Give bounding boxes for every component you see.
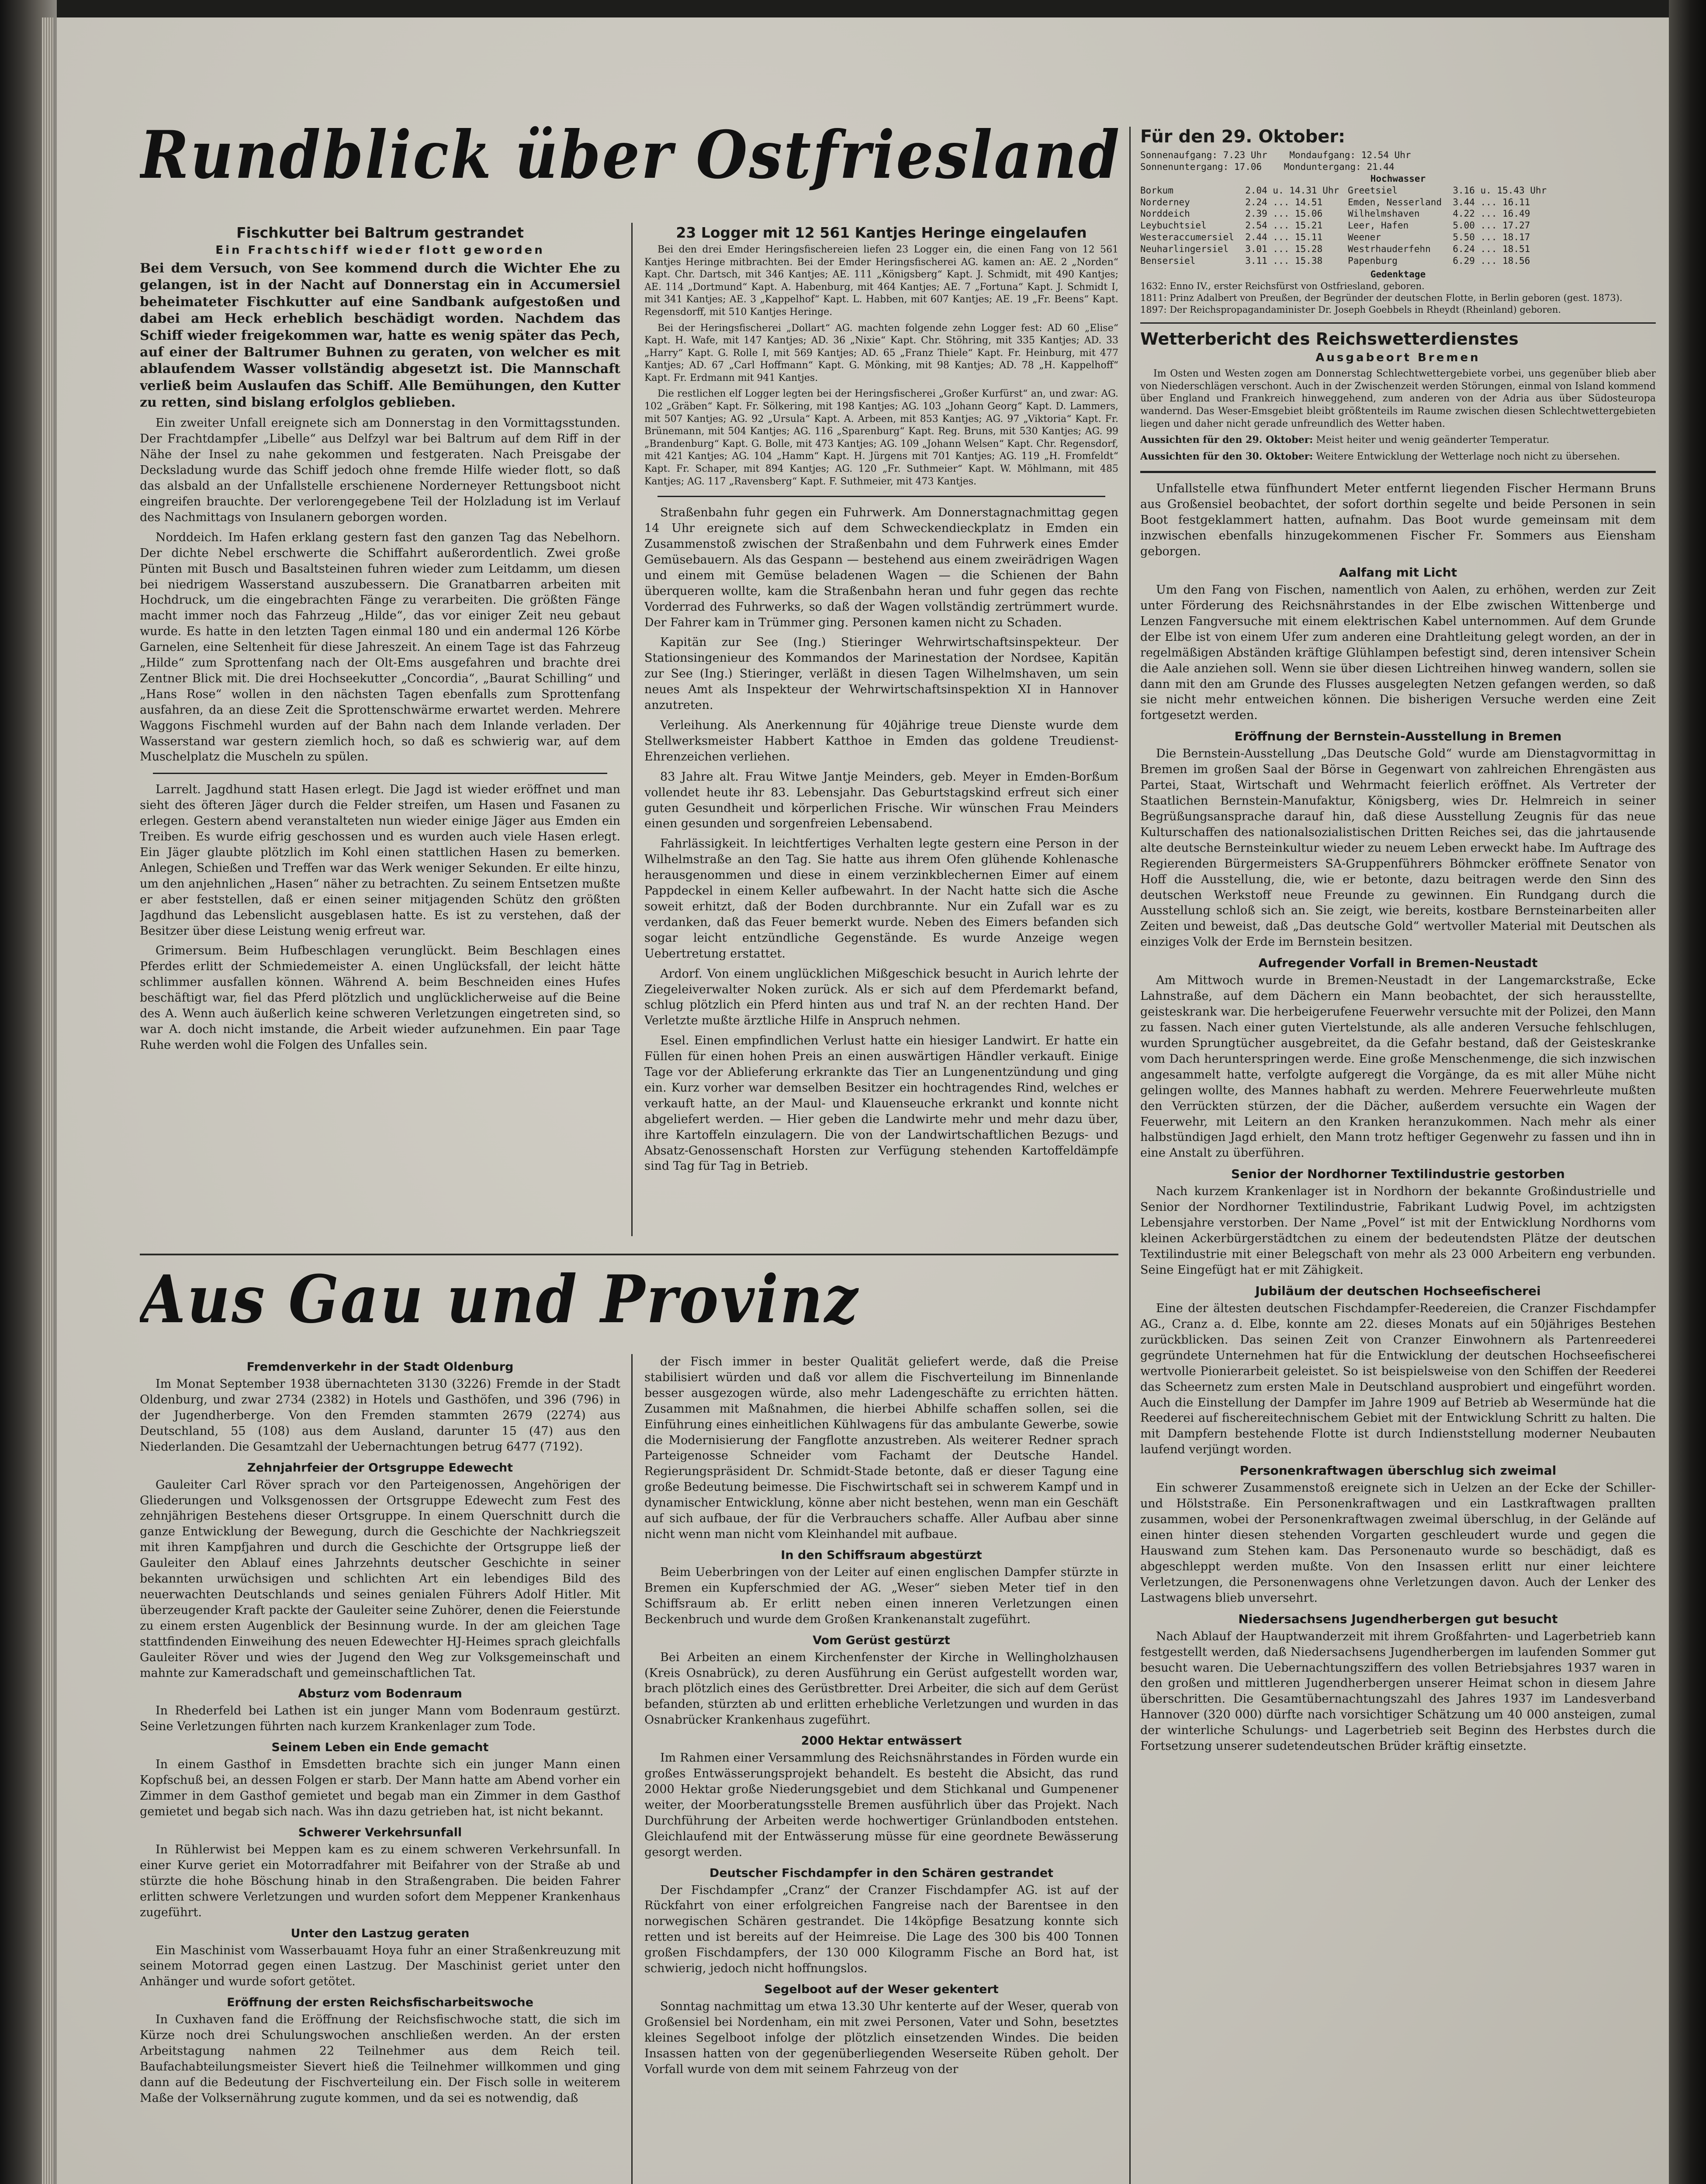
tide-time: 6.29 ... 18.56 <box>1453 255 1530 266</box>
tide-row <box>1140 243 1339 255</box>
forecast-line: Aussichten für den 29. Oktober: Meist heiter und wenig geänderter Temperatur. <box>1140 434 1550 446</box>
paragraph: 83 Jahre alt. Frau Witwe Jantje Meinders, geb. Meyer in Emden-Borßum vollendet heute ihr 83. Lebensjahr. Das Geburtstagskind erfreut sich einer guten Gesundheit und körperlichen Frische. Wir wünschen Frau Meinders einen gesunden und sorgenfreien Lebensabend. <box>644 770 1118 831</box>
weather-report-subtitle: Ausgabeort Bremen <box>1315 351 1481 365</box>
tide-place: Westeraccumersiel <box>1140 232 1246 243</box>
headline: 23 Logger mit 12 561 Kantjes Heringe eingelaufen <box>676 224 1087 241</box>
masthead-gau-provinz: Aus Gau und Provinz <box>140 1267 860 1338</box>
tide-row <box>1348 232 1547 243</box>
tide-time: 5.50 ... 18.17 <box>1453 232 1530 243</box>
tide-place: Greetsiel <box>1348 185 1453 196</box>
headline: Fremdenverkehr in der Stadt Oldenburg <box>246 1360 514 1374</box>
column-3 <box>1140 127 1656 2184</box>
subheadline: Ein Frachtschiff wieder flott geworden <box>215 243 545 257</box>
paragraph: In Rhederfeld bei Lathen ist ein junger Mann vom Bodenraum gestürzt. Seine Verletzungen führten nach kurzem Krankenlager zum Tode. <box>140 1704 620 1734</box>
paragraph: Am Mittwoch wurde in Bremen-Neustadt in der Langemarckstraße, Ecke Lahnstraße, auf dem Dächern ein Mann beobachtet, der sich herausstellte, geisteskrank war. Die herbeigerufene Feuerwehr versuchte mit der Polizei, den Mann zu fassen. Nach einer guten Viertelstunde, als alle anderen Versuche fehlschlugen, wurden Sprungtücher ausgebreitet, da die Gefahr bestand, daß der Geisteskranke vom Dach herunterspringen werde. Eine große Menschenmenge, die sich inzwischen angesammelt hatte, verfolgte aufgeregt die Vorgänge, da es mit aller Mühe nicht gelingen wollte, des Mannes habhaft zu werden. Mehrere Feuerwehrleute mußten den Verrückten stürzen, der die Dächer, außerdem versuchte ein Wagen der Feuerwehr, mit Leitern an den Kranken heranzukommen. Nach mehr als einer halbstündigen Jagd erhielt, den Mann trotz heftiger Gegenwehr zu fassen und ihn in eine Anstalt zu überführen. <box>1140 974 1656 1160</box>
tide-place: Westrhauderfehn <box>1348 244 1453 254</box>
divider <box>1140 471 1656 473</box>
tide-list-right <box>1348 185 1547 267</box>
paragraph: In Rühlerwist bei Meppen kam es zu einem schweren Verkehrsunfall. In einer Kurve geriet ein Motorradfahrer mit Beifahrer von der Straße ab und stürzte die hohe Böschung hinab in den Straßengraben. Die beiden Fahrer erlitten schwere Verletzungen und wurden sofort dem Meppener Krankenhaus zugeführt. <box>140 1842 620 1919</box>
tide-place: Emden, Nesserland <box>1348 197 1453 207</box>
paragraph: Gauleiter Carl Röver sprach vor den Parteigenossen, Angehörigen der Gliederungen und Volksgenossen der Ortsgruppe Edewecht zum Fest des zehnjährigen Bestehens dieser Ortsgruppe. In einem Querschnitt durch die ganze Entwicklung der Bewegung, durch die Geschichte der Nachkriegszeit mit ihren Kampfjahren und durch die Geschichte der Ortsgruppe ließ der Gauleiter den Ablauf eines Jahrzehnts deutscher Geschichte in seiner bekannten urwüchsigen und schlichten Art ein lebendiges Bild des neuerwachten Deutschlands und seines genialen Führers Adolf Hitler. Mit überzeugender Kraft packte der Gauleiter seine Zuhörer, denen die Feierstunde zu einem ersten Augenblick der Besinnung wurde. In der am gleichen Tage stattfindenden Einweihung des neuen Edewechter HJ-Heimes sprach gleichfalls Gauleiter Röver und wies der Jugend den Weg zur Volksgemeinschaft und mahnte zur Kameradschaft und gemeinschaftlichen Tat. <box>140 1478 620 1680</box>
column-2 <box>644 218 1118 1249</box>
headline: Niedersachsens Jugendherbergen gut besucht <box>1238 1611 1558 1626</box>
tide-place: Leer, Hafen <box>1348 220 1453 231</box>
paragraph: Fahrlässigkeit. In leichtfertiges Verhalten legte gestern eine Person in der Wilhelmstraße an den Tag. Sie hatte aus ihrem Ofen glühende Kohlenasche herausgenommen und diese in einem verzinkblechernen Eimer auf einem Pappdeckel in einem Keller aufbewahrt. In der Nacht hatte sich die Asche soweit erhitzt, daß der Boden durchbrannte. Nur ein Zufall war es zu verdanken, daß das Feuer bemerkt wurde. Neben des Eimers befanden sich sogar leicht entzündliche Gegenstände. Es wurde Anzeige wegen Uebertretung erstattet. <box>644 837 1118 961</box>
page-edges <box>42 17 53 2184</box>
paragraph: Sonntag nachmittag um etwa 13.30 Uhr kenterte auf der Weser, querab von Großensiel bei Nordenham, ein mit zwei Personen, Vater und Sohn, besetztes kleines Segelboot infolge der plötzlich einsetzenden Windes. Die beiden Insassen hatten von der gegenüberliegenden Weserseite Rüben geholt. Der Vorfall wurde von dem mit seinem Fahrzeug von der <box>644 2000 1118 2076</box>
headline: Absturz vom Bodenraum <box>298 1687 462 1701</box>
masthead-rundblick: Rundblick über Ostfriesland <box>140 122 1121 194</box>
tide-row <box>1348 185 1547 197</box>
tide-row <box>1140 208 1339 220</box>
paragraph: Eine der ältesten deutschen Fischdampfer-Reedereien, die Cranzer Fischdampfer AG., Cranz a. d. Elbe, konnte am 22. dieses Monats auf ein 50jähriges Bestehen zurückblicken. Das seinen Zeit von Cranzer Einwohnern als Partenreederei gegründete Unternehmen hat für die Entwicklung der deutschen Hochseefischerei wertvolle Pionierarbeit geleistet. So ist beispielsweise von den Schiffen der Reederei das Scheernetz zum ersten Male in Deutschland ausprobiert und eingeführt worden. Auch die Einstellung der Dampfer im Jahre 1909 auf Betrieb ab Wesermünde hat die Reederei auf fischereitechnischem Gebiet mit der Entwicklung Schritt zu halten. Die mit Dampfern bestehende Flotte ist durch Indienststellung moderner Neubauten laufend verjüngt worden. <box>1140 1302 1656 1457</box>
tide-time: 5.00 ... 17.27 <box>1453 220 1530 231</box>
tide-time: 6.24 ... 18.51 <box>1453 244 1530 254</box>
tide-place: Papenburg <box>1348 255 1453 266</box>
column-5 <box>644 1354 1118 2184</box>
book-spine <box>0 0 57 2184</box>
tide-time: 2.54 ... 15.21 <box>1245 220 1323 231</box>
headline: Eröffnung der Bernstein-Ausstellung in Bremen <box>1234 729 1562 744</box>
paragraph: Im Rahmen einer Versammlung des Reichsnährstandes in Förden wurde ein großes Entwässerungsprojekt behandelt. Es besteht die Absicht, das rund 2000 Hektar große Niederungsgebiet und dem Stichkanal und Gumpenener weiter, der Moorberatungsstelle Bremen ausführlich über das Projekt. Nach Durchführung der Arbeiten werde hochwertiger Grünlandboden entstehen. Gleichlaufend mit der Entwässerung müsse für eine geordnete Bewässerung gesorgt werden. <box>644 1751 1118 1859</box>
tide-place: Norderney <box>1140 197 1246 207</box>
section-rule <box>140 1254 1118 1255</box>
headline: Aalfang mit Licht <box>1339 565 1457 580</box>
masthead-bottom <box>140 1267 1123 1354</box>
paragraph: Bei den drei Emder Heringsfischereien liefen 23 Logger ein, die einen Fang von 12 561 Kantjes Heringe mitbrachten. Bei der Emder Heringsfischerei AG. kamen an: AE. 2 „Norden“ Kapt. Chr. Dartsch, mit 346 Kantjes; AE. 111 „Königsberg“ Kapt. J. Schmidt, mit 490 Kantjes; AE. 114 „Dortmund“ Kapt. A. Habenburg, mit 464 Kantjes; AE. 7 „Fortuna“ Kapt. J. Schmidt I, mit 341 Kantjes; AE. 3 „Kappelhof“ Kapt. L. Habben, mit 607 Kantjes; AE. 19 „Fr. Beens“ Kapt. Regensdorff, mit 510 Kantjes Heringe. <box>644 244 1118 318</box>
gedenktage-heading: Gedenktage <box>1370 269 1426 280</box>
paragraph: Die Bernstein-Ausstellung „Das Deutsche Gold“ wurde am Dienstagvormittag in Bremen im großen Saal der Börse in Gegenwart von zahlreichen Ehrengästen aus Partei, Staat, Wirtschaft und Wehrmacht feierlich eröffnet. Als Vertreter der Staatlichen Bernstein-Manufaktur, Königsberg, wies Dr. Helmreich in seiner Begrüßungsansprache darauf hin, daß diese Ausstellung Zeugnis für das neue Kulturschaffen des nationalsozialistischen Dritten Reiches sei, das die jahrtausende alte deutsche Bernsteinkultur wieder zu neuem Leben erweckt habe. Im Auftrage des Regierenden Bürgermeisters SA-Gruppenführers Böhmcker eröffnete Senator von Hoff die Ausstellung, die, wie er betonte, dazu beitragen werde den Sinn des deutschen Werkstoff neue Freunde zu gewinnen. Ein Rundgang durch die Ausstellung schloß sich an. Sie zeigt, wie bereits, kostbare Bernsteinarbeiten aller Zeiten und beweist, daß „Das deutsche Gold“ wertvoller Material mit Deutschen als einziges Volk der Erde im Bernstein besitzen. <box>1140 747 1656 949</box>
tide-time: 2.04 u. 14.31 Uhr <box>1245 185 1339 196</box>
column-rule <box>1129 127 1131 2184</box>
tide-row <box>1348 208 1547 220</box>
date-heading: Für den 29. Oktober: <box>1140 127 1346 147</box>
tide-time: 2.24 ... 14.51 <box>1245 197 1323 207</box>
headline: Seinem Leben ein Ende gemacht <box>271 1741 489 1755</box>
tide-table <box>1140 185 1656 267</box>
tide-time: 2.39 ... 15.06 <box>1245 208 1323 219</box>
weather-report-text: Im Osten und Westen zogen am Donnerstag Schlechtwettergebiete vorbei, uns gegenüber blieb aber von Niederschlägen verschont. Auch in der Zwischenzeit werden Störungen, einmal von Island kommend über England und Frankreich hinweggehend, zum anderen von der Adria aus über Südosteuropa wandernd. Das Weser-Emsgebiet bleibt größtenteils im Raume zwischen diesen Schlechtwettergebieten liegen und daher nicht gerade unfreundlich des Wetter haben. <box>1140 368 1656 429</box>
tide-heading: Hochwasser <box>1370 173 1426 184</box>
headline: Eröffnung der ersten Reichsfischarbeitswoche <box>227 1996 533 2010</box>
tide-time: 3.01 ... 15.28 <box>1245 244 1323 254</box>
masthead-top <box>140 122 1123 210</box>
tide-time: 4.22 ... 16.49 <box>1453 208 1530 219</box>
lead-paragraph: Bei dem Versuch, von See kommend durch die Wichter Ehe zu gelangen, ist in der Nacht auf Donnerstag ein in Accumersiel beheimateter Fischkutter auf eine Sandbank aufgestoßen und dabei am Heck erheblich beschädigt worden. Nachdem das Schiff wieder freigekommen war, hatte es wenig später das Pech, auf einer der Baltrumer Buhnen zu geraten, von welcher es mit ablaufendem Wasser vollständig abgesetzt ist. Die Mannschaft verließ beim Auslaufen das Schiff. Alle Bemühungen, den Kutter zu retten, sind bislang erfolglos geblieben. <box>140 260 620 411</box>
tide-row <box>1348 220 1547 232</box>
paragraph: Ein zweiter Unfall ereignete sich am Donnerstag in den Vormittagsstunden. Der Frachtdampfer „Libelle“ aus Delfzyl war bei Baltrum auf dem Riff in der Nähe der Insel zu nahe gekommen und festgeraten. Nach Preisgabe der Decksladung wurde das Schiff jedoch ohne fremde Hilfe wieder flott, so daß das alsbald an der Unfallstelle erschienene Norderneyer Rettungsboot nicht eingreifen brauchte. Der verlorengegebene Teil der Holzladung ist im Verlauf des Nachmittags von Insulanern geborgen worden. <box>140 416 620 524</box>
paragraph: Der Fischdampfer „Cranz“ der Cranzer Fischdampfer AG. ist auf der Rückfahrt von einer erfolgreichen Fangreise nach der Barentsee in den norwegischen Schären gestrandet. Die 14köpfige Besatzung konnte sich retten und ist bereits auf der Heimreise. Die Lage des 300 bis 400 Tonnen großen Fischdampfers, der 130 000 Kilogramm Fische an Bord hat, ist schwierig, jedoch nicht hoffnungslos. <box>644 1883 1118 1976</box>
tide-row <box>1140 197 1339 208</box>
paragraph: Unfallstelle etwa fünfhundert Meter entfernt liegenden Fischer Hermann Bruns aus Großensiel beobachtet, der sofort dorthin segelte und beide Personen in sein Boot festgeklammert hatten, aufnahm. Das Boot wurde gemeinsam mit dem inzwischen ebenfalls hinzugekommenen Fischer Fr. Sommers aus Eiensham geborgen. <box>1140 482 1656 558</box>
headline: Fischkutter bei Baltrum gestrandet <box>236 224 524 241</box>
gedenktage-line: 1632: Enno IV., erster Reichsfürst von Ostfriesland, geboren. <box>1140 280 1425 291</box>
forecast-line: Aussichten für den 30. Oktober: Weitere Entwicklung der Wetterlage noch nicht zu übersehen. <box>1140 450 1620 462</box>
column-rule <box>631 1354 633 2184</box>
paragraph: Verleihung. Als Anerkennung für 40jährige treue Dienste wurde dem Stellwerksmeister Habbert Katthoe in Emden das goldene Treudienst-Ehrenzeichen verliehen. <box>644 719 1118 764</box>
paragraph: Beim Ueberbringen von der Leiter auf einen englischen Dampfer stürzte in Bremen ein Kupferschmied der AG. „Weser“ sieben Meter tief in den Schiffsraum ab. Er erlitt neben einen inneren Verletzungen einen Beckenbruch und wurde dem Großen Krankenanstalt zugeführt. <box>644 1565 1118 1626</box>
headline: Personenkraftwagen überschlug sich zweimal <box>1239 1463 1557 1478</box>
paragraph: Um den Fang von Fischen, namentlich von Aalen, zu erhöhen, werden zur Zeit unter Förderung des Reichsnährstandes in der Elbe zwischen Wittenberge und Lenzen Fangversuche mit einem elektrischen Kabel unternommen. Auf dem Grunde der Elbe ist von einem Ufer zum anderen eine Drahtleitung gelegt worden, an der in regelmäßigen Abständen kräftige Glühlampen befestigt sind, deren intensiver Schein die Aale anziehen soll. Wenn sie über diesen Lichtreihen hinweg wandern, sollen sie dann mit den am Grunde des Flusses ausgelegten Netzen gefangen werden, so daß sie nicht mehr entweichen können. Die bisherigen Versuche werden eine Zeit fortgesetzt werden. <box>1140 583 1656 722</box>
paragraph: Nach Ablauf der Hauptwanderzeit mit ihrem Großfahrten- und Lagerbetrieb kann festgestellt werden, daß Niedersachsens Jugendherbergen im laufenden Sommer gut besucht waren. Die Uebernachtungsziffern des vollen Betriebsjahres 1937 waren in den großen und mittleren Jugendherbergen unserer Heimat schon in diesem Jahre überschritten. Die Gesamtübernachtungszahl des Jahres 1937 im Landesverband Hannover (320 000) dürfte nach vorsichtiger Schätzung um 40 000 ansteigen, zumal der winterliche Schulungs- und Lagerbetrieb seit Beginn des Herbstes durch die Fortsetzung unserer sudetendeutschen Brüder kräftig einsetzte. <box>1140 1629 1656 1753</box>
column-1 <box>140 218 620 1249</box>
paragraph: der Fisch immer in bester Qualität geliefert werde, daß die Preise stabilisiert würden und daß vor allem die Fischverteilung im Binnenlande besser ausgezogen würde, also mehr Ladengeschäfte zu errichten hätten. Zusammen mit Maßnahmen, die hierbei Abhilfe schaffen sollen, sei die Einführung eines einheitlichen Kühlwagens für das ambulante Gewerbe, sowie die Modernisierung der Fangflotte anzustreben. Als weiterer Redner sprach Parteigenosse Schneider vom Fachamt der Deutsche Handel. Regierungspräsident Dr. Schmidt-Stade betonte, daß er dieser Tagung eine große Bedeutung beimesse. Die Fischwirtschaft sei in schwerem Kampf und in dynamischer Entwicklung, könne aber nicht bestehen, wenn man ein Geschäft auf sich aufbaue, der für die Verbrauchers schaffe. Aller Aufbau aber sinne nicht wenn man nicht vom Kleinhandel mit aufbaue. <box>644 1355 1118 1541</box>
divider <box>153 773 607 774</box>
tide-list-left <box>1140 185 1339 267</box>
tide-place: Norddeich <box>1140 208 1246 219</box>
paragraph: Esel. Einen empfindlichen Verlust hatte ein hiesiger Landwirt. Er hatte ein Füllen für einen hohen Preis an einen auswärtigen Händler verkauft. Einige Tage vor der Ablieferung erkrankte das Tier an Lungenentzündung und ging ein. Kurz vorher war demselben Besitzer ein hochtragendes Rind, welches er verkauft hatte, an der Maul- und Klauenseuche erkrankt und konnte nicht abgeliefert werden. — Hier geben die Landwirte mehr und mehr dazu über, ihre Kartoffeln einzulagern. Die von der Landwirtschaftlichen Bezugs- und Absatz-Genossenschaft Horsten zur Verfügung stehenden Kartoffeldämpfe sind Tag für Tag in Betrieb. <box>644 1034 1118 1173</box>
tide-row <box>1348 243 1547 255</box>
headline: Zehnjahrfeier der Ortsgruppe Edewecht <box>247 1461 513 1475</box>
paragraph: Bei Arbeiten an einem Kirchenfenster der Kirche in Wellingholzhausen (Kreis Osnabrück), zu deren Ausführung ein Gerüst aufgestellt worden war, brach plötzlich eines des Gerüstbretter. Drei Arbeiter, die sich auf dem Gerüst befanden, stürzten ab und erlitten erhebliche Verletzungen und wurden in das Osnabrücker Krankenhaus zugeführt. <box>644 1650 1118 1727</box>
divider <box>657 496 1105 497</box>
paragraph: Ein Maschinist vom Wasserbauamt Hoya fuhr an einer Straßenkreuzung mit seinem Motorrad gegen einen Lastzug. Der Maschinist geriet unter den Anhänger und wurde sofort getötet. <box>140 1943 620 1989</box>
tide-time: 3.11 ... 15.38 <box>1245 255 1323 266</box>
tide-row <box>1140 255 1339 267</box>
tide-time: 3.44 ... 16.11 <box>1453 197 1530 207</box>
tide-time: 3.16 u. 15.43 Uhr <box>1453 185 1547 196</box>
sun-moon-times: Sonnenaufgang: 7.23 Uhr Mondaufgang: 12.54 Uhr Sonnenuntergang: 17.06 Monduntergang: 21.44 <box>1140 150 1411 172</box>
weather-report-title: Wetterbericht des Reichswetterdienstes <box>1140 329 1519 349</box>
paragraph: Larrelt. Jagdhund statt Hasen erlegt. Die Jagd ist wieder eröffnet und man sieht des öfteren Jäger durch die Felder streifen, um Hasen und Fasanen zu erlegen. Gestern abend veranstalteten nun wieder einige Jäger aus Emden ein Treiben. Es wurde eifrig geschossen und es wurden auch viele Hasen erlegt. Ein Jäger glaubte plötzlich im Kohl einen stattlichen Hasen zu bemerken. Anlegen, Schießen und Treffen war das Werk weniger Sekunden. Er eilte hinzu, um den anjehnlichen „Hasen“ näher zu betrachten. Zu seinem Entsetzen mußte er aber feststellen, daß er einen seiner mitjagenden Schütz den größten Jagdhund das Lebenslicht ausgeblasen hatte. Es ist zu verstehen, daß der Besitzer über diese Leistung wenig erfreut war. <box>140 783 620 938</box>
tide-row <box>1140 220 1339 232</box>
scan-border <box>1669 0 1706 2184</box>
column-rule <box>631 223 633 1236</box>
tide-row <box>1140 232 1339 243</box>
headline: Aufregender Vorfall in Bremen-Neustadt <box>1258 956 1538 971</box>
paragraph: In einem Gasthof in Emsdetten brachte sich ein junger Mann einen Kopfschuß bei, an dessen Folgen er starb. Der Mann hatte am Abend vorher ein Zimmer in dem Gasthof gemietet und begab man ein Zimmer in dem Gasthof gemietet und begab sich nach. Was ihn dazu getrieben hat, ist nicht bekannt. <box>140 1758 620 1819</box>
paragraph: Norddeich. Im Hafen erklang gestern fast den ganzen Tag das Nebelhorn. Der dichte Nebel erschwerte die Schiffahrt außerordentlich. Zwei große Pünten mit Busch und Basaltsteinen fuhren wieder zum Leitdamm, um diesen bei niedrigem Wasserstand auszubessern. Die Granatbarren arbeiten mit Hochdruck, um die eingebrachten Fänge zu verarbeiten. Die größten Fänge macht immer noch das Fahrzeug „Hilde“, das vor einiger Zeit neu gebaut wurde. Es hatte in den letzten Tagen einmal 180 und ein andermal 126 Körbe Garnelen, eine Seltenheit für diese Jahreszeit. An einem Tage ist das Fahrzeug „Hilde“ zum Sprottenfang nach der Olt-Ems ausgefahren und brachte drei Zentner Blick mit. Die drei Hochseekutter „Concordia“, „Baurat Schilling“ und „Hans Rose“ wollen in den nächsten Tagen ebenfalls zum Sprottenfang ausfahren, da an diese Zeit die Sprottenschwärme erwartet werden. Mehrere Waggons Fischmehl wurden auf der Bahn nach dem Inlande verladen. Der Wasserstand war gestern ziemlich hoch, so daß es schwierig war, auf dem Muschelplatz die Muscheln zu spülen. <box>140 530 620 764</box>
paragraph: Ardorf. Von einem unglücklichen Mißgeschick besucht in Aurich lehrte der Ziegeleiverwalter Noken zurück. Als er sich auf dem Pferdemarkt befand, schlug plötzlich ein Pferd hinten aus und traf N. an der rechten Hand. Der Verletzte mußte ärztliche Hilfe in Anspruch nehmen. <box>644 967 1118 1028</box>
tide-place: Weener <box>1348 232 1453 243</box>
paragraph: Die restlichen elf Logger legten bei der Heringsfischerei „Großer Kurfürst“ an, und zwar: AG. 102 „Gräben“ Kapt. Fr. Sölkering, mit 198 Kantjes; AG. 103 „Johann Georg“ Kapt. D. Lammers, mit 507 Kantjes; AG. 92 „Ursula“ Kapt. A. Arbeen, mit 853 Kantjes; AG. 97 „Viktoria“ Kapt. Fr. Brünemann, mit 504 Kantjes; AG. 116 „Sparenburg“ Kapt. Reg. Bruns, mit 530 Kantjes; AG. 99 „Brandenburg“ Kapt. G. Bolle, mit 473 Kantjes; AG. 109 „Johann Welsen“ Kapt. Chr. Regensdorf, mit 421 Kantjes; AG. 104 „Hamm“ Kapt. H. Jürgens mit 701 Kantjes; AG. 119 „H. Fromfeldt“ Kapt. Fr. Schaper, mit 894 Kantjes; AG. 120 „Fr. Suthmeier“ Kapt. W. Möhlmann, mit 485 Kantjes; AG. 117 „Ravensberg“ Kapt. F. Suthmeier, mit 473 Kantjes. <box>644 388 1118 487</box>
paragraph: Bei der Heringsfischerei „Dollart“ AG. machten folgende zehn Logger fest: AD 60 „Elise“ Kapt. H. Wafe, mit 147 Kantjes; AD. 36 „Nixie“ Kapt. Chr. Stöhring, mit 335 Kantjes; AD. 33 „Harry“ Kapt. G. Rolle I, mit 569 Kantjes; AD. 65 „Franz Thiele“ Kapt. Fr. Heinburg, mit 477 Kantjes; AD. 67 „Carl Hoffmann“ Kapt. G. Mönking, mit 98 Kantjes; AD. 78 „H. Kappelhoff“ Kapt. Fr. Erdmann mit 941 Kantjes. <box>644 322 1118 384</box>
tide-place: Leybuchtsiel <box>1140 220 1246 231</box>
tide-place: Borkum <box>1140 185 1246 196</box>
headline: Unter den Lastzug geraten <box>291 1926 470 1940</box>
tide-row <box>1348 197 1547 208</box>
gedenktage-line: 1897: Der Reichspropagandaminister Dr. Joseph Goebbels in Rheydt (Rheinland) geboren. <box>1140 304 1561 315</box>
tide-time: 2.44 ... 15.11 <box>1245 232 1323 243</box>
column-4 <box>140 1354 620 2184</box>
gedenktage-line: 1811: Prinz Adalbert von Preußen, der Begründer der deutschen Flotte, in Berlin geboren (gest. 1873). <box>1140 292 1623 303</box>
tide-place: Neuharlingersiel <box>1140 244 1246 254</box>
headline: Vom Gerüst gestürzt <box>813 1633 950 1647</box>
headline: Segelboot auf der Weser gekentert <box>764 1983 999 1996</box>
tide-place: Bensersiel <box>1140 255 1246 266</box>
tide-row <box>1348 255 1547 267</box>
paragraph: In Cuxhaven fand die Eröffnung der Reichsfischwoche statt, die sich im Kürze noch drei Schulungswochen anschließen werden. An der ersten Arbeitstagung nahmen 22 Teilnehmer aus dem Reich teil. Baufachabteilungsmeister Sievert hieß die Teilnehmer willkommen und ging dann auf die Bedeutung der Fischverteilung ein. Der Fisch solle in weiterem Maße der Volksernährung zugute kommen, und da sei es notwendig, daß <box>140 2013 620 2105</box>
headline: Schwerer Verkehrsunfall <box>298 1825 462 1839</box>
tide-row <box>1140 185 1339 197</box>
headline: Jubiläum der deutschen Hochseefischerei <box>1255 1283 1541 1298</box>
paragraph: Im Monat September 1938 übernachteten 3130 (3226) Fremde in der Stadt Oldenburg, und zwar 2734 (2382) in Hotels und Gasthöfen, und 396 (796) in der Jugendherberge. Von den Fremden stammten 2679 (2274) aus Deutschland, 55 (108) aus dem Ausland, darunter 15 (47) aus den Niederlanden. Die Gesamtzahl der Uebernachtungen betrug 6477 (7192). <box>140 1377 620 1454</box>
headline: 2000 Hektar entwässert <box>801 1734 962 1748</box>
tide-place: Wilhelmshaven <box>1348 208 1453 219</box>
paragraph: Kapitän zur See (Ing.) Stieringer Wehrwirtschaftsinspekteur. Der Stationsingenieur des Kommandos der Marinestation der Nordsee, Kapitän zur See (Ing.) Stieringer, verläßt in diesen Tagen Wilhelmshaven, um sein neues Amt als Inspekteur der Wehrwirtschaftsinspektion XI in Hannover anzutreten. <box>644 636 1118 712</box>
divider <box>1140 322 1656 324</box>
paragraph: Ein schwerer Zusammenstoß ereignete sich in Uelzen an der Ecke der Schiller- und Hölststraße. Ein Personenkraftwagen und ein Lastkraftwagen prallten zusammen, wobei der Personenkraftwagen zweimal überschlug, in der Gelände auf einen hinter diesen stehenden Vorgarten geschleudert wurde und gegen die Hauswand zum Stehen kam. Das Personenauto wurde so beschädigt, daß es abgeschleppt werden mußte. Von den Insassen erlitt nur einer leichtere Verletzungen, die Personenwagens ohne Verletzungen davon. Auch der Lenker des Lastwagens blieb unversehrt. <box>1140 1481 1656 1605</box>
paragraph: Nach kurzem Krankenlager ist in Nordhorn der bekannte Großindustrielle und Senior der Nordhorner Textilindustrie, Fabrikant Ludwig Povel, im achtzigsten Lebensjahre verstorben. Der Name „Povel“ ist mit der Entwicklung Nordhorns vom kleinen Ackerbürgerstädtchen zu einem der bedeutendsten Plätze der deutschen Textilindustrie mit einer Belegschaft von mehr als 23 000 Arbeitern eng verbunden. Seine Eingefügt hat er mit Zähigkeit. <box>1140 1185 1656 1277</box>
paragraph: Grimersum. Beim Hufbeschlagen verunglückt. Beim Beschlagen eines Pferdes erlitt der Schmiedemeister A. einen Unglücksfall, der leicht hätte schlimmer ausfallen können. Während A. beim Beschneiden eines Hufes beschäftigt war, fiel das Pferd plötzlich und unglücklicherweise auf die Beine des A. Wenn auch äußerlich keine schweren Verletzungen eingetreten sind, so war A. doch nicht imstande, die Arbeit wieder aufzunehmen. Ein paar Tage Ruhe werden wohl die Folgen des Unfalles sein. <box>140 944 620 1052</box>
headline: In den Schiffsraum abgestürzt <box>781 1548 982 1562</box>
headline: Senior der Nordhorner Textilindustrie gestorben <box>1231 1167 1565 1182</box>
newspaper-page <box>57 17 1669 2184</box>
paragraph: Straßenbahn fuhr gegen ein Fuhrwerk. Am Donnerstagnachmittag gegen 14 Uhr ereignete sich auf dem Schweckendieckplatz in Emden ein Zusammenstoß zwischen der Straßenbahn und dem Fuhrwerk eines Emder Gemüsebauern. Als das Gespann — bestehend aus einem zweirädrigen Wagen und einem mit Gemüse beladenen Wagen — die Schienen der Bahn überqueren wollte, kam die Straßenbahn heran und fuhr gegen das rechte Vorderrad des Fuhrwerks, so daß der Wagen vollständig zertrümmert wurde. Der Fahrer kam in Trümmer ging. Personen kamen nicht zu Schaden. <box>644 506 1118 629</box>
headline: Deutscher Fischdampfer in den Schären gestrandet <box>709 1866 1054 1880</box>
